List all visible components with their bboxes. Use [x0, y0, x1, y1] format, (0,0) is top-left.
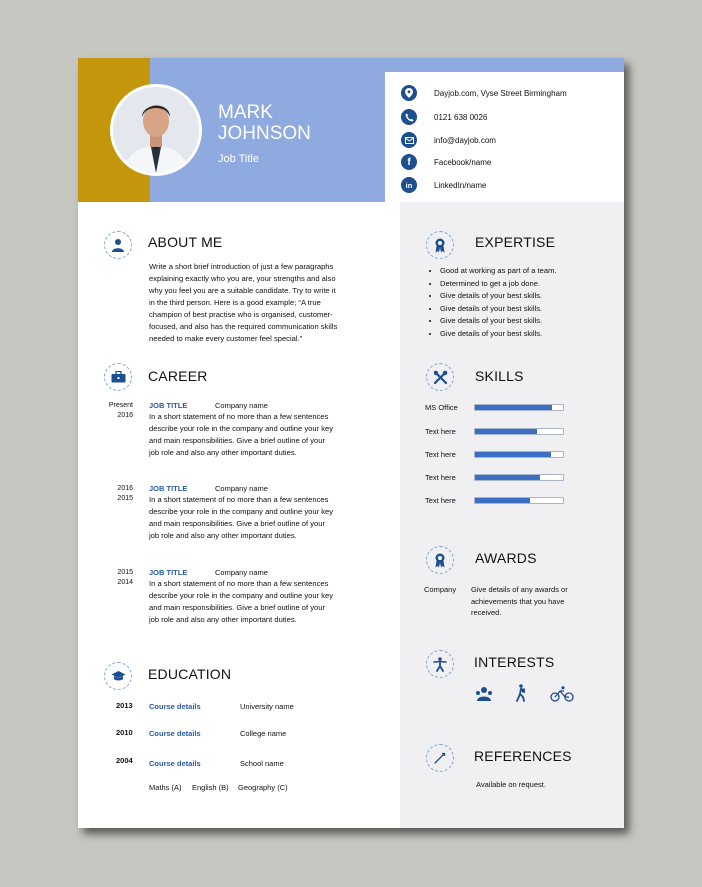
award-line: achievements that you have: [471, 596, 565, 606]
skill-name: Text here: [425, 450, 456, 459]
about-me-heading: ABOUT ME: [148, 234, 223, 250]
skill-level-fill: [475, 498, 530, 503]
skill-level-fill: [475, 452, 551, 457]
expertise-item: • Good at working as part of a team.: [440, 265, 557, 278]
job-line: describe your role in the company and outline your key: [149, 507, 334, 516]
job-line: and main responsibilities. Give a brief outline of your: [149, 519, 326, 528]
candidate-name: [218, 102, 311, 144]
last-name: JOHNSON: [218, 123, 311, 144]
skill-level-bar: [474, 428, 564, 435]
about-line: explaining exactly who you are, your strengths and also: [149, 274, 336, 283]
edu-course: Course details: [149, 702, 201, 711]
job-title-label: JOB TITLE: [149, 484, 188, 493]
job-line: describe your role in the company and outline your key: [149, 591, 334, 600]
references-text: Available on request.: [476, 780, 546, 789]
about-line: why you feel you are a suitable candidate. Try to write it: [149, 286, 336, 295]
about-me-text: [149, 261, 337, 345]
person-portrait-icon: [113, 87, 199, 173]
references-heading: REFERENCES: [474, 748, 572, 764]
linkedin-icon: in: [401, 177, 417, 193]
job-date-to: 2014: [117, 579, 133, 586]
profile-photo: [110, 84, 202, 176]
cycling-icon: [550, 686, 574, 707]
job-line: and main responsibilities. Give a brief outline of your: [149, 603, 326, 612]
phone-icon: [401, 109, 417, 125]
skill-name: Text here: [425, 496, 456, 505]
skill-name: Text here: [425, 473, 456, 482]
expertise-item: • Give details of your best skills.: [440, 290, 557, 303]
expertise-item: • Give details of your best skills.: [440, 315, 557, 328]
skill-level-bar: [474, 497, 564, 504]
skill-level-fill: [475, 475, 540, 480]
hiking-icon: [514, 684, 528, 707]
edu-year: 2004: [116, 756, 133, 765]
award-ribbon-icon: [426, 231, 454, 259]
job-company: Company name: [215, 568, 268, 577]
job-dates: [93, 484, 133, 504]
job-line: job role and also any other important duties.: [149, 448, 297, 457]
contact-email: [401, 132, 496, 148]
job-description: [149, 411, 333, 459]
awards-heading: AWARDS: [475, 550, 537, 566]
job-company: Company name: [215, 401, 268, 410]
expertise-item: • Determined to get a job done.: [440, 278, 557, 291]
job-description: [149, 578, 333, 626]
email-icon: [401, 132, 417, 148]
job-date-to: 2015: [117, 495, 133, 502]
facebook-icon: f: [401, 154, 417, 170]
edu-course: Course details: [149, 759, 201, 768]
job-dates: [93, 568, 133, 588]
people-icon: [475, 686, 493, 707]
skills-heading: SKILLS: [475, 368, 524, 384]
job-company: Company name: [215, 484, 268, 493]
job-line: and main responsibilities. Give a brief outline of your: [149, 436, 326, 445]
edu-course: Course details: [149, 729, 201, 738]
person-icon: [104, 231, 132, 259]
contact-email-text: info@dayjob.com: [434, 135, 496, 145]
contact-phone-text: 0121 638 0026: [434, 112, 488, 122]
edu-institution: University name: [240, 702, 294, 711]
job-description: [149, 494, 333, 542]
pen-icon: [426, 744, 454, 772]
job-line: In a short statement of no more than a few sentences: [149, 579, 329, 588]
expertise-list: [426, 265, 557, 341]
job-line: describe your role in the company and outline your key: [149, 424, 334, 433]
award-line: received.: [471, 608, 502, 617]
job-line: job role and also any other important duties.: [149, 615, 297, 624]
graduation-cap-icon: [104, 662, 132, 690]
award-line: Give details of any awards or: [471, 585, 568, 594]
about-line: needed to make every customer feel special.”: [149, 334, 303, 343]
edu-year: 2013: [116, 701, 133, 710]
education-heading: EDUCATION: [148, 666, 232, 682]
skill-level-fill: [475, 405, 552, 410]
contact-linkedin-text: LinkedIn/name: [434, 180, 487, 190]
edu-grade: English (B): [192, 783, 229, 792]
job-title-label: JOB TITLE: [149, 401, 188, 410]
contact-phone: [401, 109, 487, 125]
contact-facebook-text: Facebook/name: [434, 157, 492, 167]
edu-grade: Maths (A): [149, 783, 182, 792]
job-date-from: Present: [108, 402, 133, 409]
briefcase-icon: [104, 363, 132, 391]
running-person-icon: [426, 650, 454, 678]
job-date-from: 2015: [117, 569, 133, 576]
job-date-to: 2016: [117, 412, 133, 419]
about-line: in the third person. Here is a good example; “A true: [149, 298, 321, 307]
first-name: MARK: [218, 102, 273, 123]
award-company: Company: [424, 585, 457, 594]
about-line: focused, and also has the required communication skills: [149, 322, 338, 331]
contact-facebook: [401, 154, 491, 170]
skill-level-bar: [474, 474, 564, 481]
career-heading: CAREER: [148, 368, 208, 384]
location-icon: [401, 85, 417, 101]
about-line: champion of best practise who is organised, customer-: [149, 310, 333, 319]
contact-address-text: Dayjob.com, Vyse Street Birmingham: [434, 88, 567, 98]
tools-icon: [426, 363, 454, 391]
skill-name: Text here: [425, 427, 456, 436]
skill-level-bar: [474, 404, 564, 411]
job-dates: [93, 401, 133, 421]
award-ribbon-icon: [426, 546, 454, 574]
skill-level-fill: [475, 429, 537, 434]
job-line: In a short statement of no more than a few sentences: [149, 412, 329, 421]
award-text: [471, 584, 568, 619]
expertise-heading: EXPERTISE: [475, 234, 556, 250]
job-line: job role and also any other important duties.: [149, 531, 297, 540]
expertise-item: • Give details of your best skills.: [440, 303, 557, 316]
skill-level-bar: [474, 451, 564, 458]
skill-name: MS Office: [425, 403, 458, 412]
interests-heading: INTERESTS: [474, 654, 555, 670]
edu-institution: School name: [240, 759, 284, 768]
job-date-from: 2016: [117, 485, 133, 492]
contact-address: [401, 85, 567, 101]
expertise-item: • Give details of your best skills.: [440, 328, 557, 341]
edu-institution: College name: [240, 729, 287, 738]
job-line: In a short statement of no more than a few sentences: [149, 495, 329, 504]
contact-linkedin: [401, 177, 486, 193]
job-title-label: JOB TITLE: [149, 568, 188, 577]
header-job-title: Job Title: [218, 153, 259, 165]
edu-grade: Geography (C): [238, 783, 288, 792]
about-line: Write a short brief introduction of just a few paragraphs: [149, 262, 334, 271]
edu-year: 2010: [116, 728, 133, 737]
